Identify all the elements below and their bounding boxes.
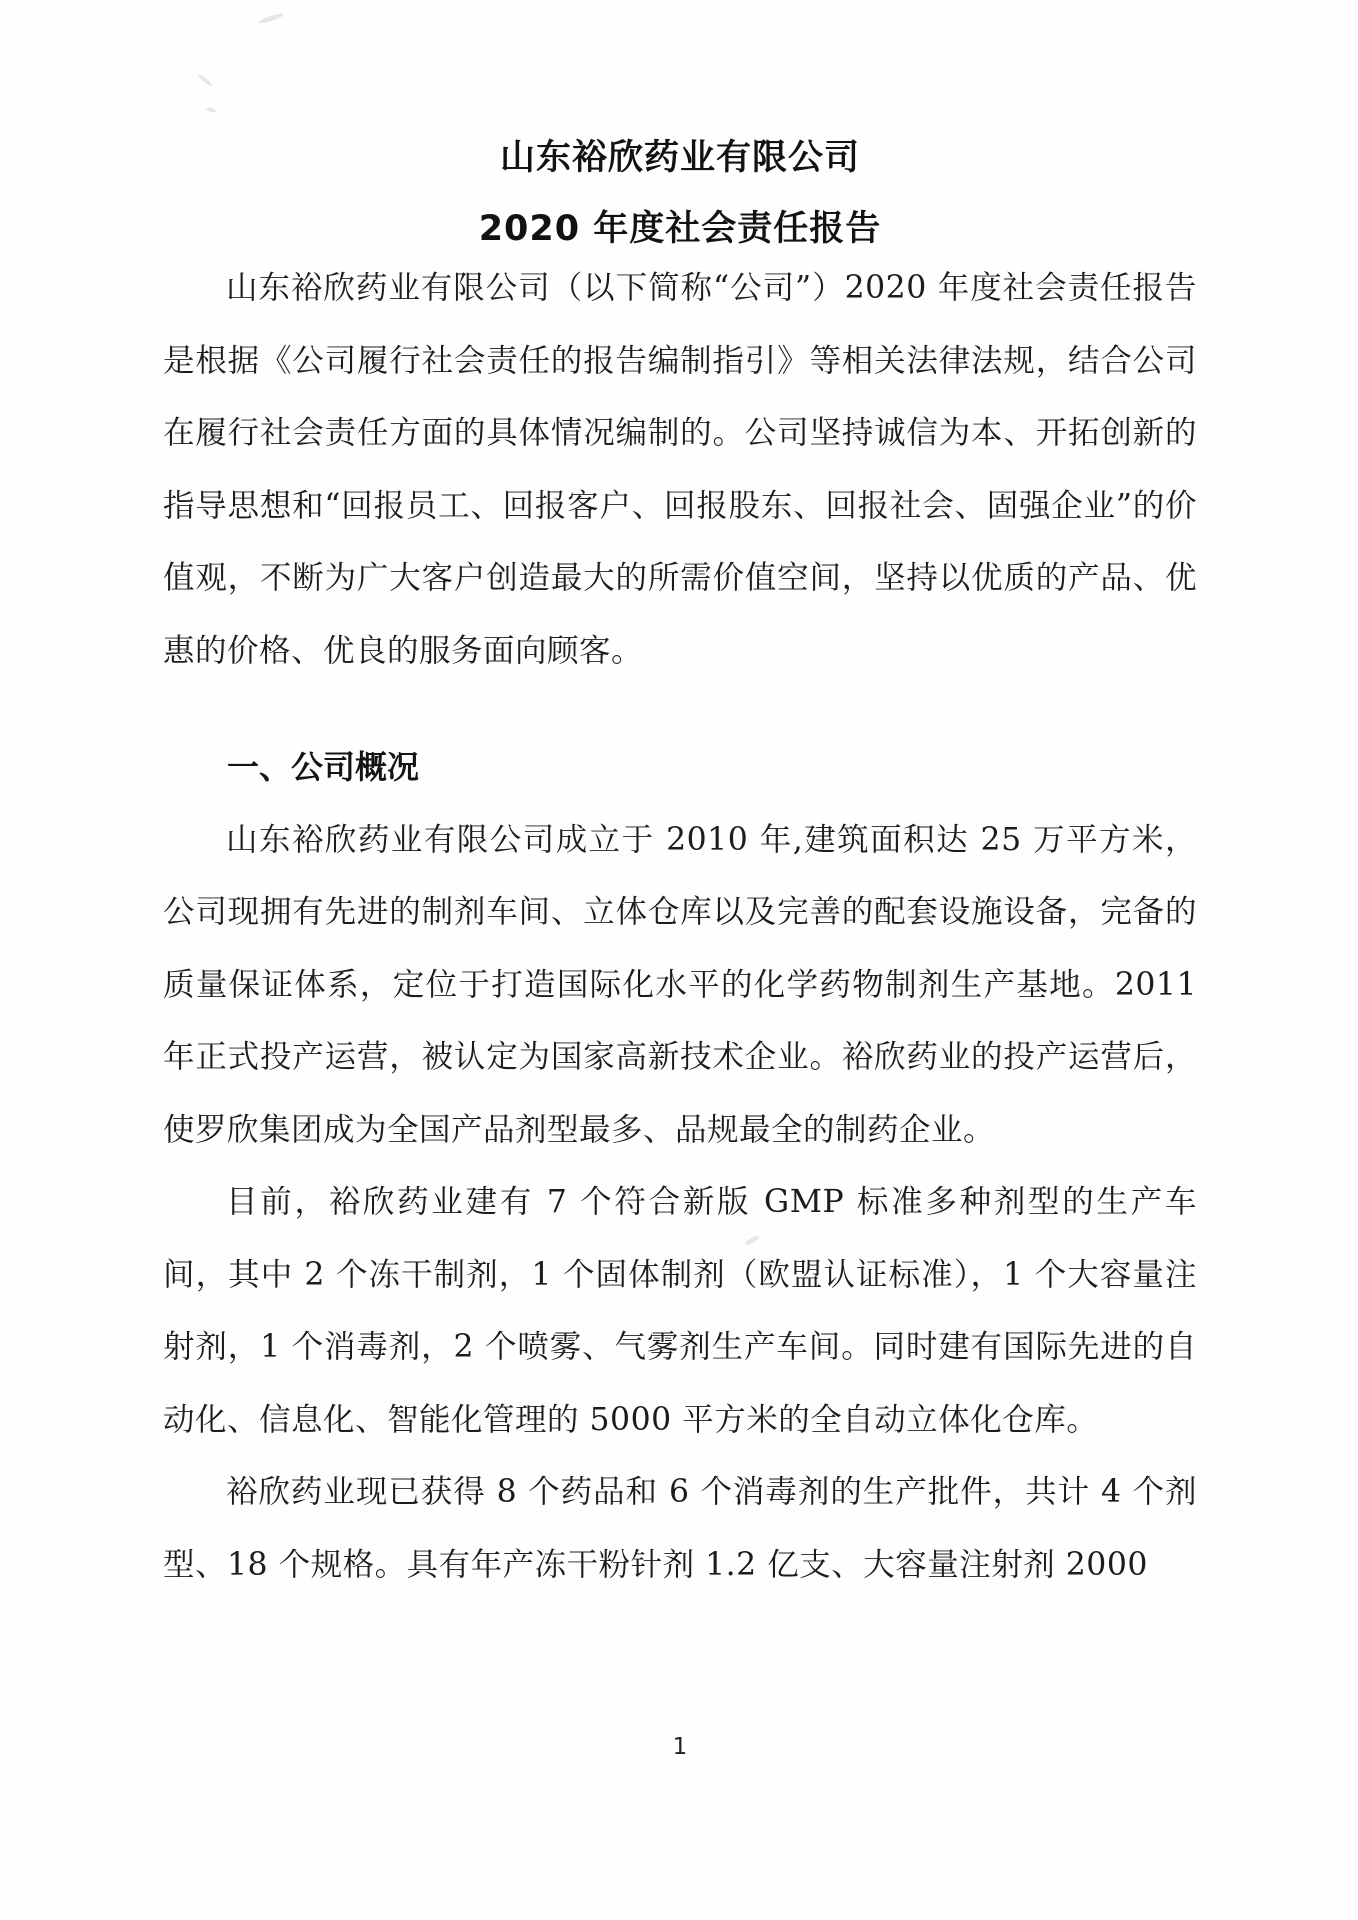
document-content (163, 0, 1197, 1601)
intro-paragraph: 山东裕欣药业有限公司（以下简称“公司”）2020 年度社会责任报告是根据《公司履行社会责任的报告编制指引》等相关法律法规，结合公司在履行社会责任方面的具体情况编制的。公司坚持诚信为本、开拓创新的指导思想和“回报员工、回报客户、回报股东、回报社会、固强企业”的价值观，不断为广大客户创造最大的所需价值空间，坚持以优质的产品、优惠的价格、优良的服务面向顾客。 (163, 270, 1197, 669)
document-title: 山东裕欣药业有限公司 (499, 138, 860, 178)
section-heading-company-overview: 一、公司概况 (227, 748, 420, 786)
company-overview-paragraph-1: 山东裕欣药业有限公司成立于 2010 年,建筑面积达 25 万平方米，公司现拥有先进的制剂车间、立体仓库以及完善的配套设施设备，完备的质量保证体系，定位于打造国际化水平的化学药物制剂生产基地。2011 年正式投产运营，被认定为国家高新技术企业。裕欣药业的投产运营后，使罗欣集团成为全国产品剂型最多、品规最全的制药企业。 (163, 821, 1197, 1148)
document-subtitle: 2020 年度社会责任报告 (478, 209, 882, 249)
company-overview-paragraph-2: 目前，裕欣药业建有 7 个符合新版 GMP 标准多种剂型的生产车间，其中 2 个冻干制剂，1 个固体制剂（欧盟认证标准），1 个大容量注射剂，1 个消毒剂，2 个喷雾、气雾剂生产车间。同时建有国际先进的自动化、信息化、智能化管理的 5000 平方米的全自动立体化仓库。 (163, 1184, 1197, 1438)
company-overview-paragraph-3: 裕欣药业现已获得 8 个药品和 6 个消毒剂的生产批件，共计 4 个剂型、18 个规格。具有年产冻干粉针剂 1.2 亿支、大容量注射剂 2000 (163, 1474, 1197, 1583)
page-number: 1 (672, 1734, 688, 1760)
